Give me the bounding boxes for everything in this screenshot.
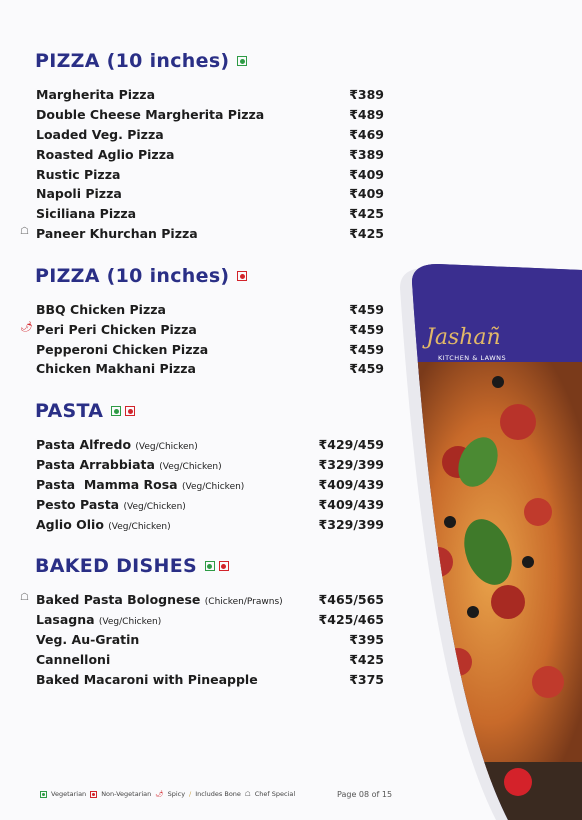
non-veg-icon: [237, 271, 247, 281]
veg-icon: [40, 791, 47, 798]
legend: Vegetarian Non-Vegetarian 🌶 Spicy / Includes Bone ☖ Chef Special: [40, 790, 295, 798]
section-title-text: PIZZA (10 inches): [35, 265, 230, 287]
menu-item: Pasta Alfredo (Veg/Chicken) ₹429/459: [36, 437, 384, 452]
veg-icon: [237, 56, 247, 66]
chili-icon: 🌶: [155, 790, 164, 798]
menu-item: Pasta Arrabbiata (Veg/Chicken) ₹329/399: [36, 457, 384, 472]
menu-item: Loaded Veg. Pizza ₹469: [36, 127, 384, 142]
section-title-pasta: [35, 400, 135, 422]
veg-icon: [111, 406, 121, 416]
menu-item: Chicken Makhani Pizza ₹459: [36, 361, 384, 376]
veg-icon: [205, 561, 215, 571]
menu-item: Double Cheese Margherita Pizza ₹489: [36, 107, 384, 122]
menu-item: Pesto Pasta (Veg/Chicken) ₹409/439: [36, 497, 384, 512]
menu-item: Rustic Pizza ₹409: [36, 167, 384, 182]
bone-icon: /: [189, 790, 192, 798]
non-veg-icon: [125, 406, 135, 416]
menu-item: ☖ Paneer Khurchan Pizza ₹425: [20, 226, 384, 241]
section-title-text: PASTA: [35, 400, 104, 422]
menu-item: ☖ Baked Pasta Bolognese (Chicken/Prawns) ₹465/565: [20, 592, 384, 607]
chef-hat-icon: ☖: [20, 592, 29, 603]
brand-tagline: KITCHEN & LAWNS: [438, 354, 507, 362]
non-veg-icon: [90, 791, 97, 798]
menu-item: Cannelloni ₹425: [36, 652, 384, 667]
menu-item: 🌶 Peri Peri Chicken Pizza ₹459: [20, 322, 384, 337]
menu-item: Aglio Olio (Veg/Chicken) ₹329/399: [36, 517, 384, 532]
section-title-veg-pizza: [35, 50, 247, 72]
page-number: Page 08 of 15: [337, 790, 393, 799]
brand-panel: [398, 262, 582, 820]
non-veg-icon: [219, 561, 229, 571]
menu-item: BBQ Chicken Pizza ₹459: [36, 302, 384, 317]
menu-item: Veg. Au-Gratin ₹395: [36, 632, 384, 647]
menu-item: Roasted Aglio Pizza ₹389: [36, 147, 384, 162]
section-title-text: PIZZA (10 inches): [35, 50, 230, 72]
section-title-nonveg-pizza: [35, 265, 247, 287]
menu-item: Baked Macaroni with Pineapple ₹375: [36, 672, 384, 687]
chili-icon: 🌶: [20, 322, 33, 333]
pizza-illustration: [398, 262, 582, 820]
menu-item: Pasta Mamma Rosa (Veg/Chicken) ₹409/439: [36, 477, 384, 492]
chef-hat-icon: ☖: [244, 790, 251, 798]
menu-item: Margherita Pizza ₹389: [36, 87, 384, 102]
brand-logo: Jashañ: [426, 325, 501, 350]
section-title-text: BAKED DISHES: [35, 555, 197, 577]
menu-item: Pepperoni Chicken Pizza ₹459: [36, 342, 384, 357]
menu-item: Siciliana Pizza ₹425: [36, 206, 384, 221]
menu-item: Lasagna (Veg/Chicken) ₹425/465: [36, 612, 384, 627]
chef-hat-icon: ☖: [20, 226, 29, 237]
section-title-baked-dishes: [35, 555, 229, 577]
menu-item: Napoli Pizza ₹409: [36, 186, 384, 201]
